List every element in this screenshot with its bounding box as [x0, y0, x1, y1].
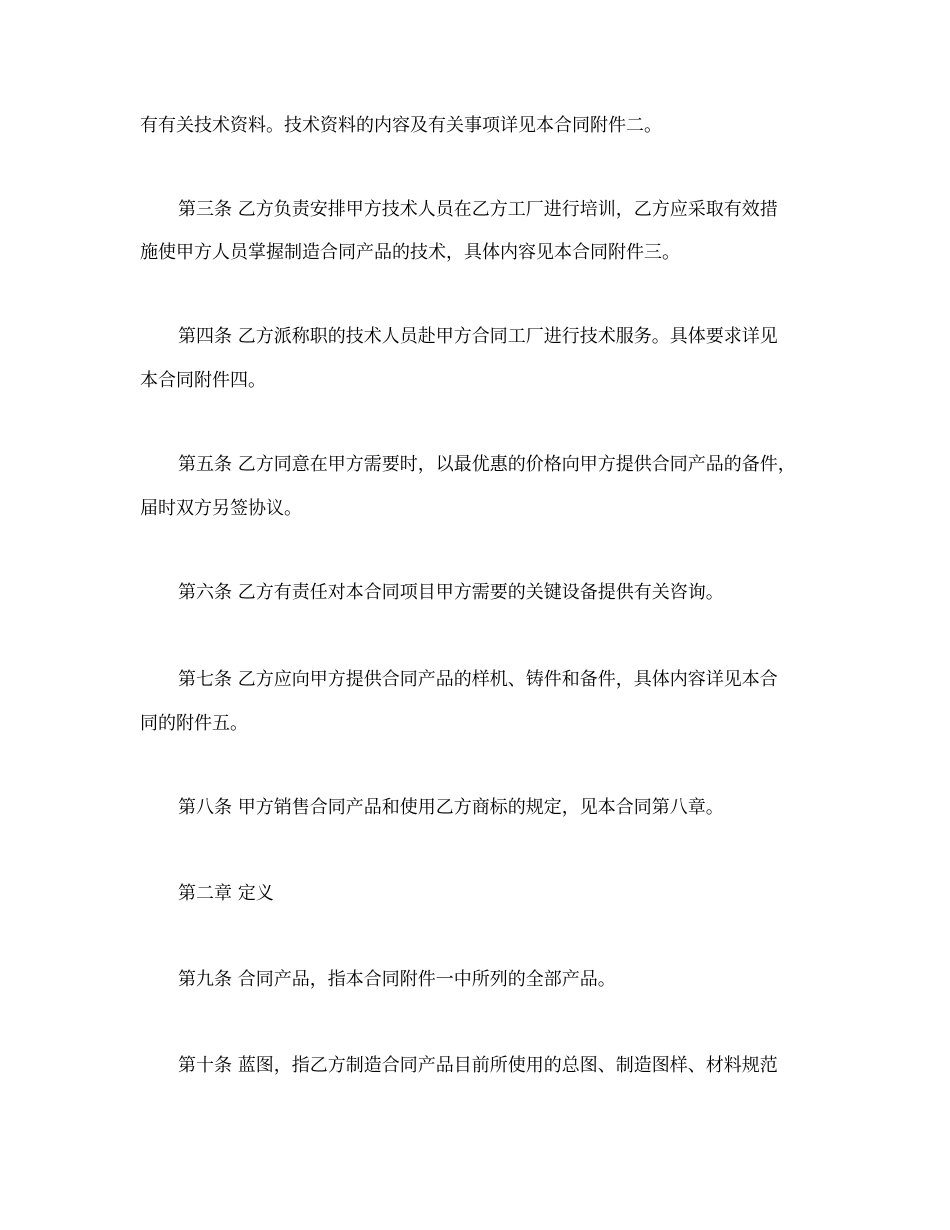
chapter-2-heading: 第二章 定义	[178, 883, 274, 904]
article-7-line-2: 同的附件五。	[140, 713, 248, 734]
article-3-line-1: 第三条 乙方负责安排甲方技术人员在乙方工厂进行培训，乙方应采取有效措	[178, 199, 778, 220]
article-5-line-2: 届时双方另签协议。	[140, 498, 302, 519]
article-3-line-2: 施使甲方人员掌握制造合同产品的技术，具体内容见本合同附件三。	[140, 242, 680, 263]
article-7-line-1: 第七条 乙方应向甲方提供合同产品的样机、铸件和备件，具体内容详见本合	[178, 669, 778, 690]
article-4-line-2: 本合同附件四。	[140, 370, 266, 391]
article-4-line-1: 第四条 乙方派称职的技术人员赴甲方合同工厂进行技术服务。具体要求详见	[178, 326, 778, 347]
article-9-line-1: 第九条 合同产品，指本合同附件一中所列的全部产品。	[178, 969, 616, 990]
text-line: 有有关技术资料。技术资料的内容及有关事项详见本合同附件二。	[140, 115, 662, 136]
article-5-line-1: 第五条 乙方同意在甲方需要时，以最优惠的价格向甲方提供合同产品的备件，	[178, 454, 796, 475]
article-6-line-1: 第六条 乙方有责任对本合同项目甲方需要的关键设备提供有关咨询。	[178, 582, 724, 603]
article-10-line-1: 第十条 蓝图，指乙方制造合同产品目前所使用的总图、制造图样、材料规范	[178, 1055, 778, 1076]
article-8-line-1: 第八条 甲方销售合同产品和使用乙方商标的规定，见本合同第八章。	[178, 797, 724, 818]
